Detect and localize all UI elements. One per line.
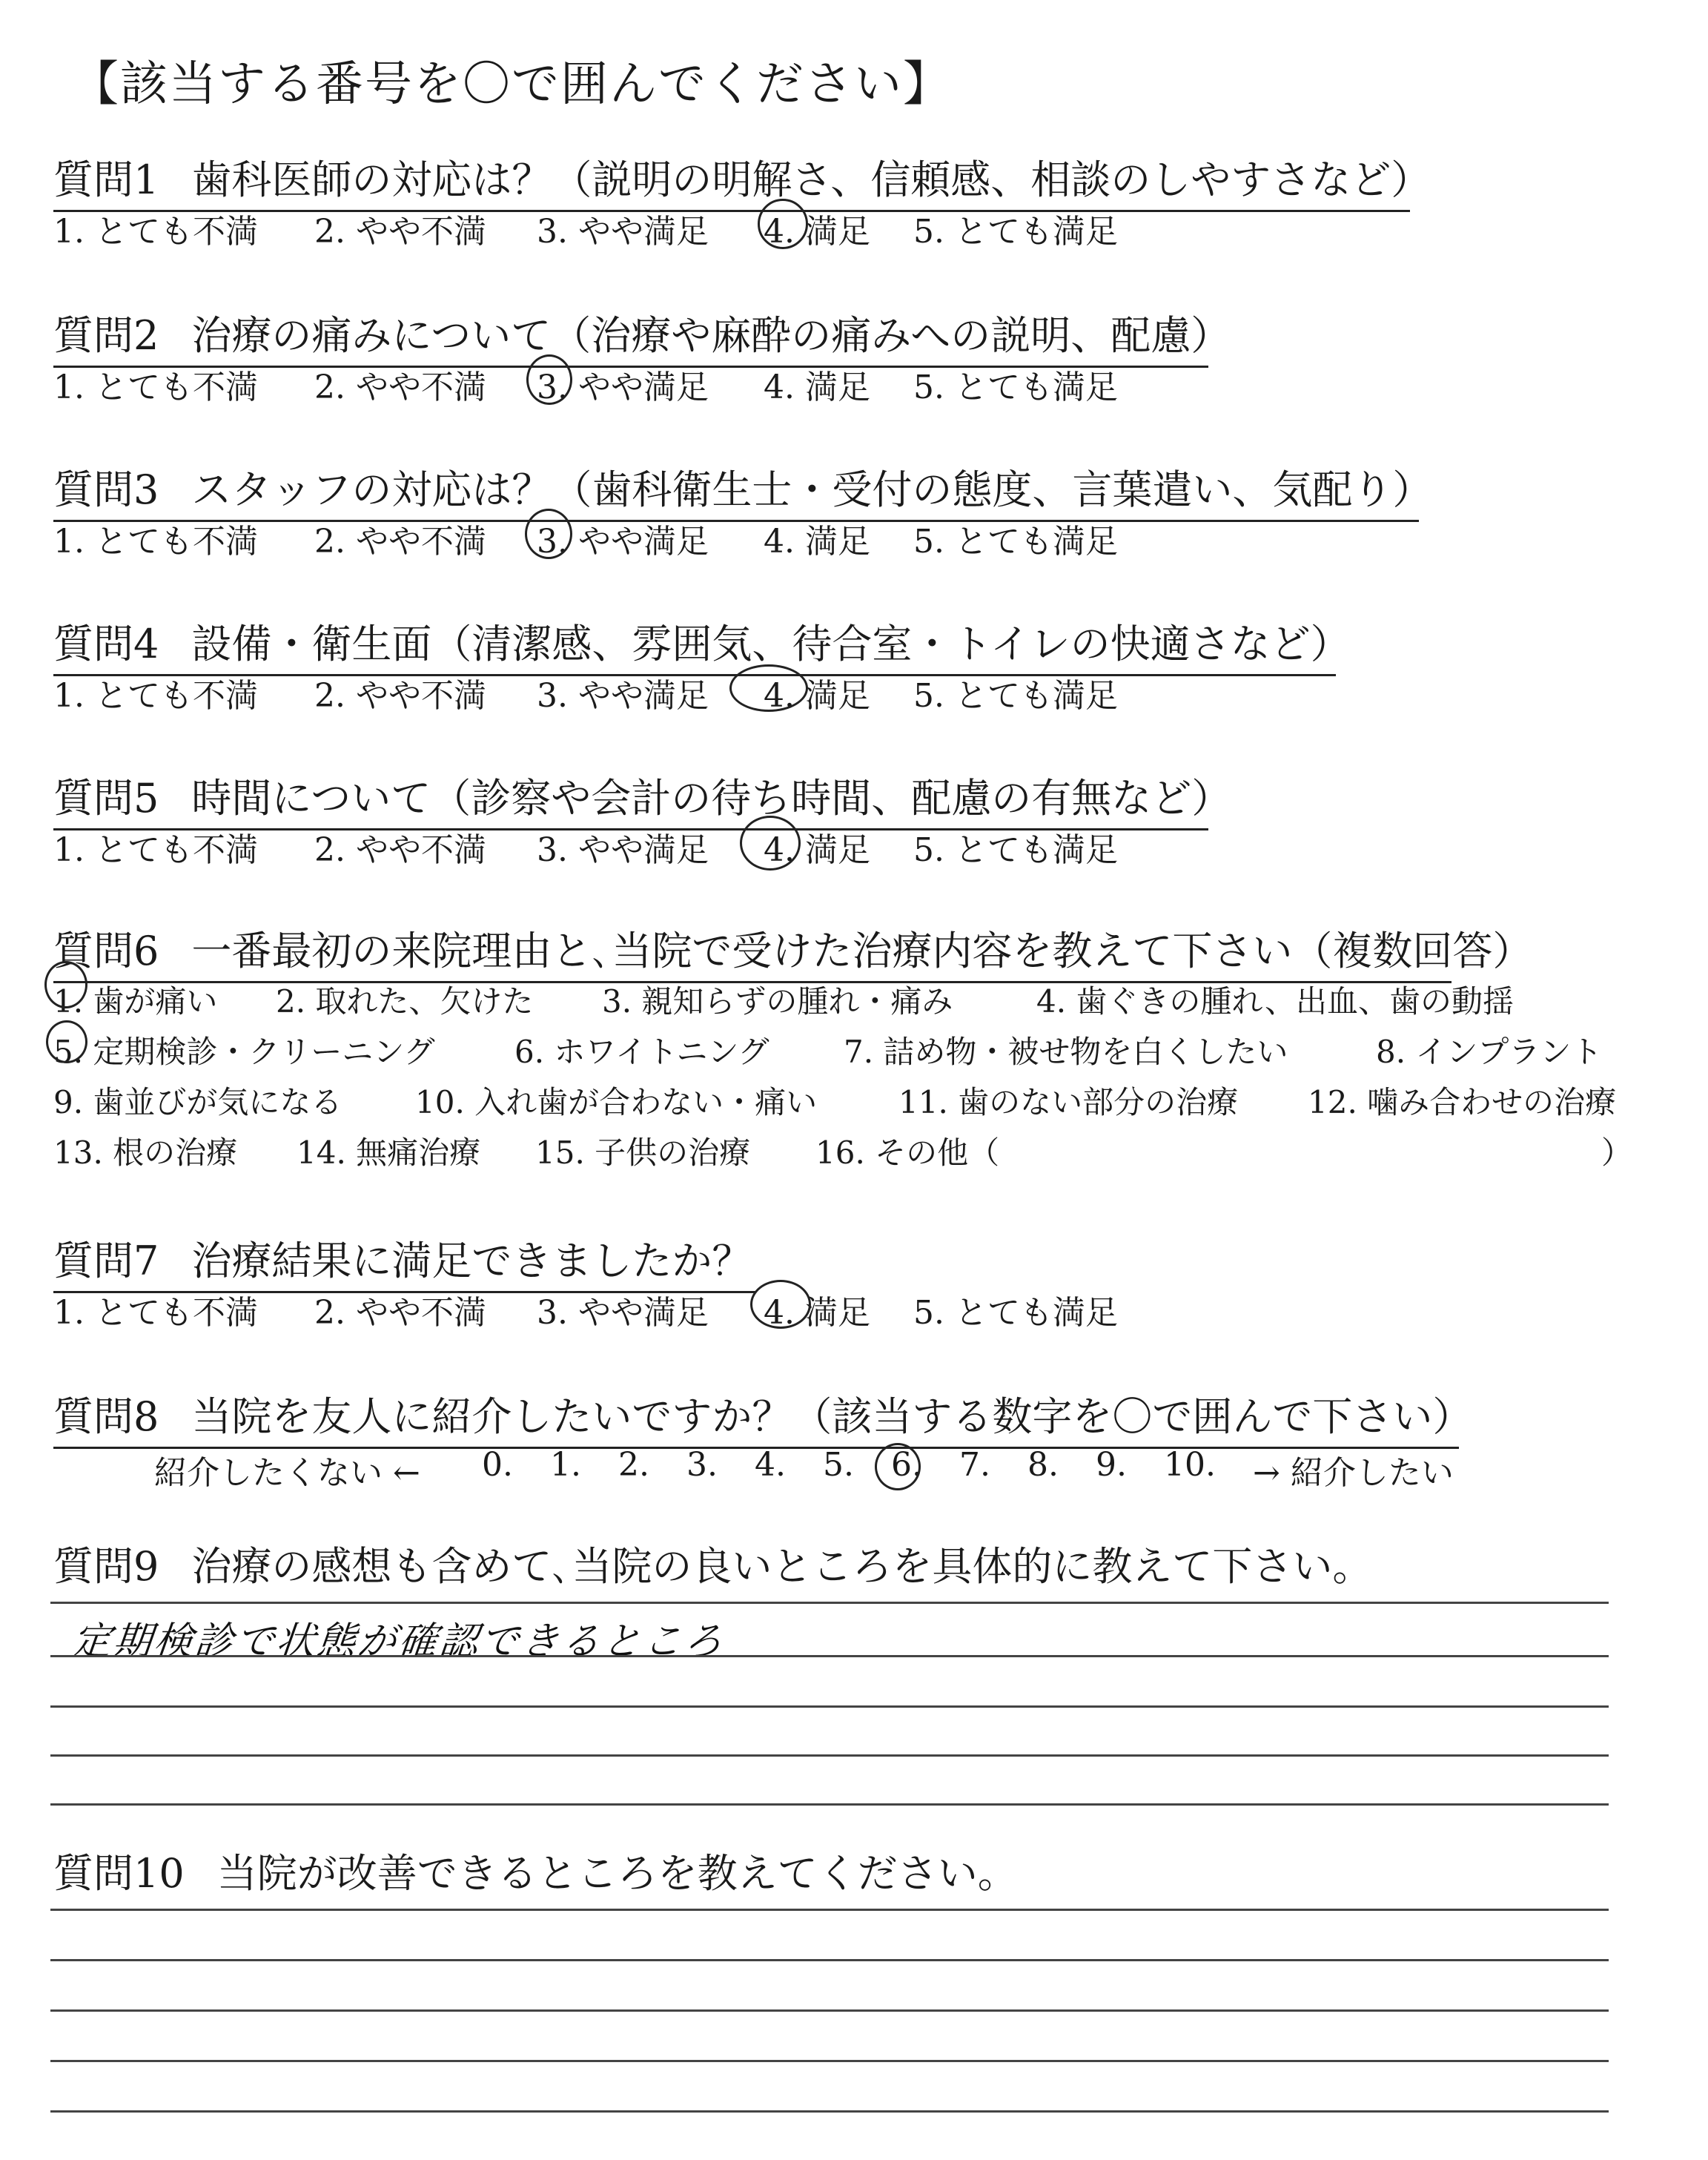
- question-1-text: 歯科医師の対応は？（説明の明解さ、信頼感、相談のしやすさなど）: [191, 156, 1431, 203]
- q9-answer-line-3[interactable]: [50, 1705, 1609, 1708]
- q1-option-3[interactable]: 3. やや満足: [537, 213, 709, 251]
- q7-answer-circle: [750, 1280, 811, 1329]
- q5-option-2[interactable]: 2. やや不満: [314, 831, 486, 869]
- q4-option-2[interactable]: 2. やや不満: [314, 677, 486, 715]
- question-9-text: 治療の感想も含めて､当院の良いところを具体的に教えて下さい。: [191, 1543, 1373, 1590]
- q3-option-1[interactable]: 1. とても不満: [53, 523, 258, 561]
- q6-option-2[interactable]: 2. 取れた、欠けた: [276, 983, 534, 1020]
- q8-value-3[interactable]: 3.: [686, 1446, 718, 1484]
- q6-option-9[interactable]: 9. 歯並びが気になる: [53, 1084, 342, 1120]
- q8-value-9[interactable]: 9.: [1096, 1446, 1127, 1484]
- question-5-text: 時間について（診察や会計の待ち時間、配慮の有無など）: [191, 775, 1232, 822]
- q9-answer-line-5[interactable]: [50, 1803, 1609, 1806]
- q8-value-5[interactable]: 5.: [823, 1446, 854, 1484]
- question-4-text: 設備・衛生面（清潔感、雰囲気、待合室・トイレの快適さなど）: [191, 621, 1351, 667]
- q6-option-8[interactable]: 8. インプラント: [1376, 1034, 1603, 1070]
- q6-option-7[interactable]: 7. 詰め物・被せ物を白くしたい: [844, 1034, 1288, 1070]
- q7-option-1[interactable]: 1. とても不満: [53, 1294, 258, 1332]
- question-7-heading: [53, 1229, 756, 1293]
- q7-option-2[interactable]: 2. やや不満: [314, 1294, 486, 1332]
- question-1-heading: [53, 148, 1431, 212]
- q8-value-0[interactable]: 0.: [482, 1446, 513, 1484]
- question-3-heading: [53, 458, 1433, 522]
- q3-option-4[interactable]: 4. 満足: [764, 523, 870, 561]
- q5-option-5[interactable]: 5. とても満足: [913, 831, 1118, 869]
- q6-other-close-paren: ）: [1601, 1135, 1633, 1171]
- q10-answer-line-5[interactable]: [50, 2110, 1609, 2113]
- question-6-heading: [53, 919, 1533, 983]
- q6-answer-circle-1: [44, 961, 87, 1008]
- q1-option-1[interactable]: 1. とても不満: [53, 213, 258, 251]
- page-title: 【該当する番号を〇で囲んでください】: [71, 57, 952, 112]
- q8-value-8[interactable]: 8.: [1027, 1446, 1059, 1484]
- q6-option-12[interactable]: 12. 噛み合わせの治療: [1308, 1084, 1617, 1120]
- question-4-number: 質問4: [53, 621, 159, 667]
- q2-answer-circle: [526, 354, 572, 405]
- q5-option-1[interactable]: 1. とても不満: [53, 831, 258, 869]
- q3-answer-circle: [525, 509, 572, 559]
- q3-option-2[interactable]: 2. やや不満: [314, 523, 486, 561]
- q8-value-4[interactable]: 4.: [755, 1446, 786, 1484]
- q6-option-15[interactable]: 15. 子供の治療: [535, 1135, 751, 1171]
- q6-option-13[interactable]: 13. 根の治療: [53, 1135, 238, 1171]
- q2-option-1[interactable]: 1. とても不満: [53, 369, 258, 406]
- q6-option-4[interactable]: 4. 歯ぐきの腫れ、出血、歯の動揺: [1036, 983, 1514, 1020]
- q10-answer-line-1[interactable]: [50, 1909, 1609, 1911]
- q4-option-4[interactable]: 4. 満足: [764, 677, 870, 715]
- q8-answer-circle: [875, 1443, 921, 1490]
- q9-handwritten-answer: 定期検診で状態が確認できるところ: [70, 1619, 727, 1664]
- question-5-number: 質問5: [53, 775, 159, 822]
- q10-answer-line-2[interactable]: [50, 1959, 1609, 1961]
- question-2-number: 質問2: [53, 312, 159, 359]
- question-10-heading: [53, 1842, 1018, 1903]
- q6-option-5[interactable]: 5. 定期検診・クリーニング: [53, 1034, 435, 1070]
- q8-value-7[interactable]: 7.: [959, 1446, 990, 1484]
- q3-option-3[interactable]: 3. やや満足: [537, 523, 709, 561]
- q6-option-16[interactable]: 16. その他（: [815, 1135, 1000, 1171]
- q10-answer-line-3[interactable]: [50, 2009, 1609, 2012]
- question-5-heading: [53, 767, 1232, 830]
- q6-option-11[interactable]: 11. 歯のない部分の治療: [898, 1084, 1239, 1120]
- q1-option-5[interactable]: 5. とても満足: [913, 213, 1118, 251]
- question-2-text: 治療の痛みについて（治療や麻酔の痛みへの説明、配慮）: [191, 312, 1231, 359]
- question-8-heading: [53, 1385, 1473, 1449]
- q9-answer-line-2[interactable]: [50, 1655, 1609, 1657]
- question-8-text: 当院を友人に紹介したいですか？（該当する数字を〇で囲んで下さい）: [191, 1393, 1473, 1440]
- question-3-text: スタッフの対応は？（歯科衛生士・受付の態度、言葉遣い、気配り）: [191, 466, 1433, 513]
- question-4-heading: [53, 612, 1351, 676]
- q6-option-10[interactable]: 10. 入れ歯が合わない・痛い: [415, 1084, 818, 1120]
- q5-option-3[interactable]: 3. やや満足: [537, 831, 709, 869]
- q8-left-label: 紹介したくない ←: [154, 1454, 420, 1492]
- question-7-number: 質問7: [53, 1238, 159, 1284]
- question-3-number: 質問3: [53, 466, 159, 513]
- q5-option-4[interactable]: 4. 満足: [764, 831, 870, 869]
- question-9-heading: [53, 1535, 1372, 1596]
- q6-option-1[interactable]: 1. 歯が痛い: [53, 983, 218, 1020]
- q8-value-2[interactable]: 2.: [618, 1446, 649, 1484]
- question-6-text: 一番最初の来院理由と､当院で受けた治療内容を教えて下さい（複数回答）: [191, 928, 1533, 974]
- question-10-text: 当院が改善できるところを教えてください。: [216, 1850, 1018, 1897]
- q2-option-4[interactable]: 4. 満足: [764, 369, 870, 406]
- q8-value-10[interactable]: 10.: [1164, 1446, 1216, 1484]
- q7-option-4[interactable]: 4. 満足: [764, 1294, 870, 1332]
- q10-answer-line-4[interactable]: [50, 2060, 1609, 2062]
- q7-option-3[interactable]: 3. やや満足: [537, 1294, 709, 1332]
- q6-option-6[interactable]: 6. ホワイトニング: [514, 1034, 769, 1070]
- question-7-text: 治療結果に満足できましたか？: [191, 1238, 752, 1284]
- question-6-number: 質問6: [53, 928, 159, 974]
- q5-answer-circle: [740, 816, 801, 871]
- q1-answer-circle: [758, 199, 808, 249]
- q4-option-1[interactable]: 1. とても不満: [53, 677, 258, 715]
- q3-option-5[interactable]: 5. とても満足: [913, 523, 1118, 561]
- q6-option-3[interactable]: 3. 親知らずの腫れ・痛み: [602, 983, 953, 1020]
- q1-option-2[interactable]: 2. やや不満: [314, 213, 486, 251]
- question-8-number: 質問8: [53, 1393, 159, 1440]
- q2-option-3[interactable]: 3. やや満足: [537, 369, 709, 406]
- q8-value-1[interactable]: 1.: [550, 1446, 581, 1484]
- q2-option-5[interactable]: 5. とても満足: [913, 369, 1118, 406]
- question-1-number: 質問1: [53, 156, 159, 203]
- q8-right-label: → 紹介したい: [1253, 1454, 1454, 1492]
- q4-answer-circle: [729, 664, 808, 712]
- question-2-heading: [53, 304, 1231, 368]
- q6-option-14[interactable]: 14. 無痛治療: [297, 1135, 481, 1171]
- q8-value-6[interactable]: 6.: [891, 1446, 922, 1484]
- q9-answer-line-4[interactable]: [50, 1754, 1609, 1757]
- q1-option-4[interactable]: 4. 満足: [764, 213, 870, 251]
- q6-answer-circle-5: [46, 1020, 87, 1063]
- q2-option-2[interactable]: 2. やや不満: [314, 369, 486, 406]
- q4-option-5[interactable]: 5. とても満足: [913, 677, 1118, 715]
- q9-answer-line-1[interactable]: [50, 1602, 1609, 1604]
- question-10-number: 質問10: [53, 1850, 185, 1897]
- question-9-number: 質問9: [53, 1543, 159, 1590]
- q4-option-3[interactable]: 3. やや満足: [537, 677, 709, 715]
- q7-option-5[interactable]: 5. とても満足: [913, 1294, 1118, 1332]
